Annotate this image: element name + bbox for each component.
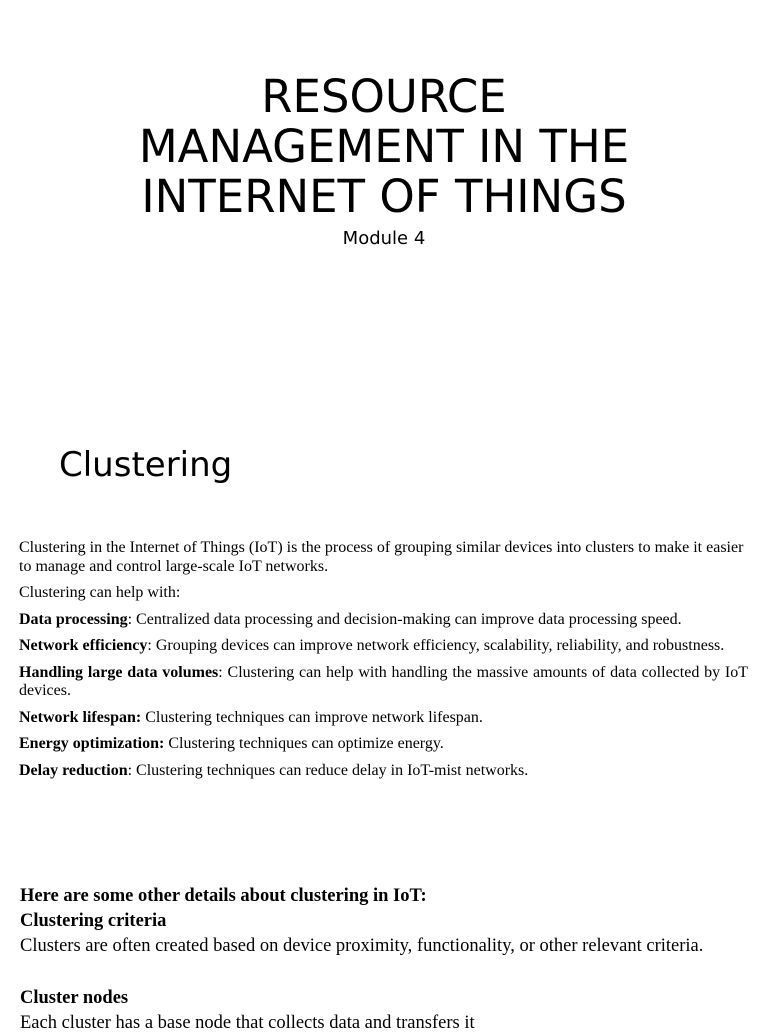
benefit-term: Handling large data volumes (19, 663, 219, 681)
nodes-heading: Cluster nodes (20, 988, 129, 1008)
benefit-term: Network efficiency (19, 637, 148, 654)
benefit-text: Clustering can help with handling the massive amounts of data collected by IoT devices. (19, 663, 749, 699)
benefit-term: Delay reduction (19, 761, 128, 779)
intro-paragraph: Clustering in the Internet of Things (IoT) is the process of grouping similar devices into clusters to make it easier to manage and control large-scale IoT networks. (19, 539, 744, 575)
nodes-text: Each cluster has a base node that collects data and transfers it (20, 1013, 475, 1033)
benefit-text: Centralized data processing and decision-making can improve data processing speed. (136, 610, 682, 628)
benefit-separator: : (218, 663, 228, 681)
slide-subtitle: Module 4 (342, 228, 426, 249)
criteria-text: Clusters are often created based on device proximity, functionality, or other relevant criteria. (20, 936, 704, 956)
benefit-item (19, 709, 748, 728)
benefit-separator: : (127, 610, 137, 628)
benefit-separator: : (127, 761, 137, 779)
helps-label: Clustering can help with: (19, 584, 181, 601)
benefit-item (19, 611, 748, 630)
benefit-item (19, 735, 748, 754)
section-body (19, 539, 748, 788)
benefit-text: Clustering techniques can optimize energy. (168, 735, 444, 752)
slide-title: RESOURCE MANAGEMENT IN THE INTERNET OF THINGS (138, 70, 630, 223)
benefit-separator: : (147, 637, 156, 654)
benefit-term: Energy optimization: (19, 735, 165, 752)
benefit-item (19, 664, 748, 701)
details-heading: Here are some other details about clustering in IoT: (20, 886, 427, 906)
benefit-term: Network lifespan: (19, 708, 142, 726)
benefit-text: Clustering techniques can improve network lifespan. (145, 708, 483, 726)
benefit-item (19, 762, 748, 781)
benefit-text: Clustering techniques can reduce delay in IoT-mist networks. (136, 761, 529, 779)
details-block (20, 884, 748, 1036)
benefit-item (19, 637, 748, 656)
criteria-heading: Clustering criteria (20, 911, 167, 931)
benefit-text: Grouping devices can improve network efficiency, scalability, reliability, and robustness. (155, 637, 725, 654)
section-heading: Clustering (59, 445, 233, 485)
benefit-term: Data processing (19, 610, 128, 628)
